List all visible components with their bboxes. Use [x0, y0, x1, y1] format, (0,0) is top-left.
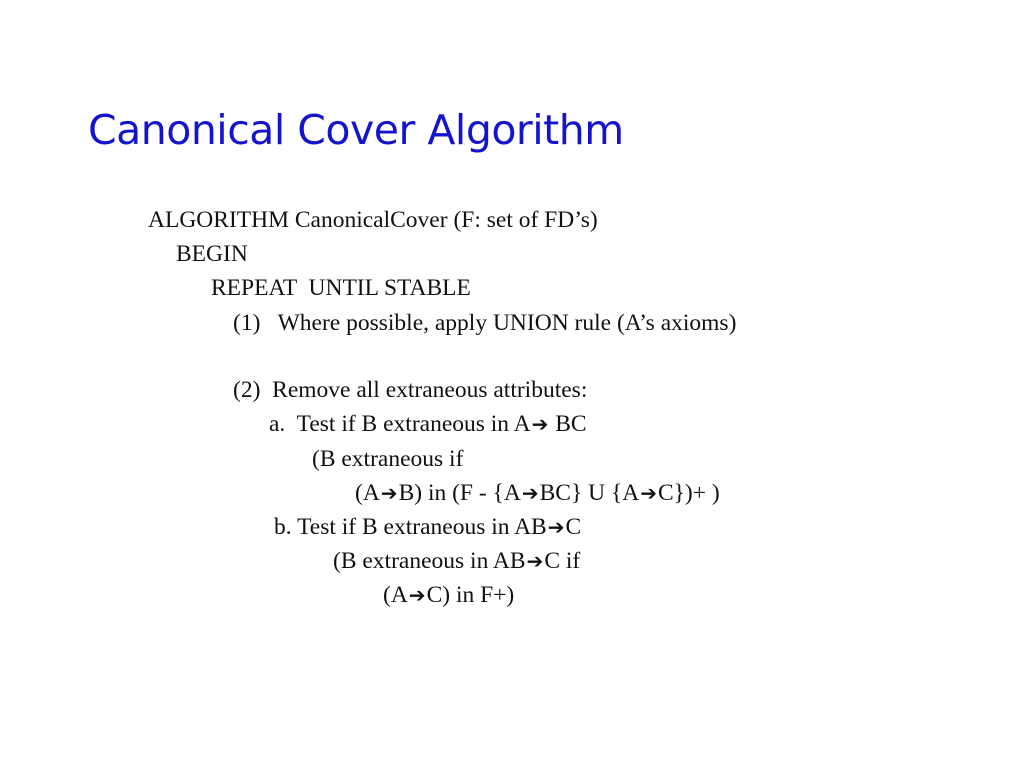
line-text-segment: (2) Remove all extraneous attributes: [233, 377, 588, 403]
algorithm-line-7 [312, 445, 463, 473]
line-text-segment: C if [544, 548, 581, 574]
line-text-segment: ALGORITHM CanonicalCover (F: set of FD’s) [148, 207, 598, 233]
line-text-segment: (B extraneous if [312, 446, 464, 472]
line-text-segment: C})+ ) [657, 480, 720, 506]
line-text-segment: b. Test if B extraneous in AB [274, 514, 547, 540]
right-arrow-icon: ➔ [640, 481, 657, 505]
line-text-segment: (A [355, 480, 380, 506]
right-arrow-icon: ➔ [408, 583, 426, 607]
right-arrow-icon: ➔ [531, 412, 549, 436]
line-text-segment: (A [383, 582, 408, 608]
algorithm-line-9 [274, 513, 581, 541]
algorithm-line-10 [333, 547, 580, 575]
line-text-segment: BEGIN [176, 241, 248, 267]
line-text-segment: (1) Where possible, apply UNION rule (A’s axioms) [233, 310, 737, 336]
algorithm-line-3 [211, 274, 471, 302]
line-text-segment: B) in (F - {A [398, 480, 521, 506]
right-arrow-icon: ➔ [526, 549, 544, 573]
line-text-segment: a. Test if B extraneous in A [269, 411, 531, 437]
algorithm-line-6 [269, 410, 587, 438]
right-arrow-icon: ➔ [380, 481, 398, 505]
algorithm-line-11 [383, 581, 514, 609]
line-text-segment: BC} U {A [539, 480, 640, 506]
algorithm-line-1 [148, 206, 598, 234]
line-text-segment: BC [549, 411, 587, 437]
line-text-segment: C) in F+) [426, 582, 515, 608]
line-text-segment: REPEAT UNTIL STABLE [211, 275, 471, 301]
right-arrow-icon: ➔ [521, 481, 539, 505]
right-arrow-icon: ➔ [547, 515, 565, 539]
algorithm-line-4 [233, 309, 736, 337]
algorithm-line-8 [355, 479, 720, 507]
algorithm-line-2 [176, 240, 248, 268]
line-text-segment: C [565, 514, 582, 540]
line-text-segment: (B extraneous in AB [333, 548, 526, 574]
algorithm-line-5 [233, 376, 587, 404]
slide-title: Canonical Cover Algorithm [88, 106, 624, 154]
